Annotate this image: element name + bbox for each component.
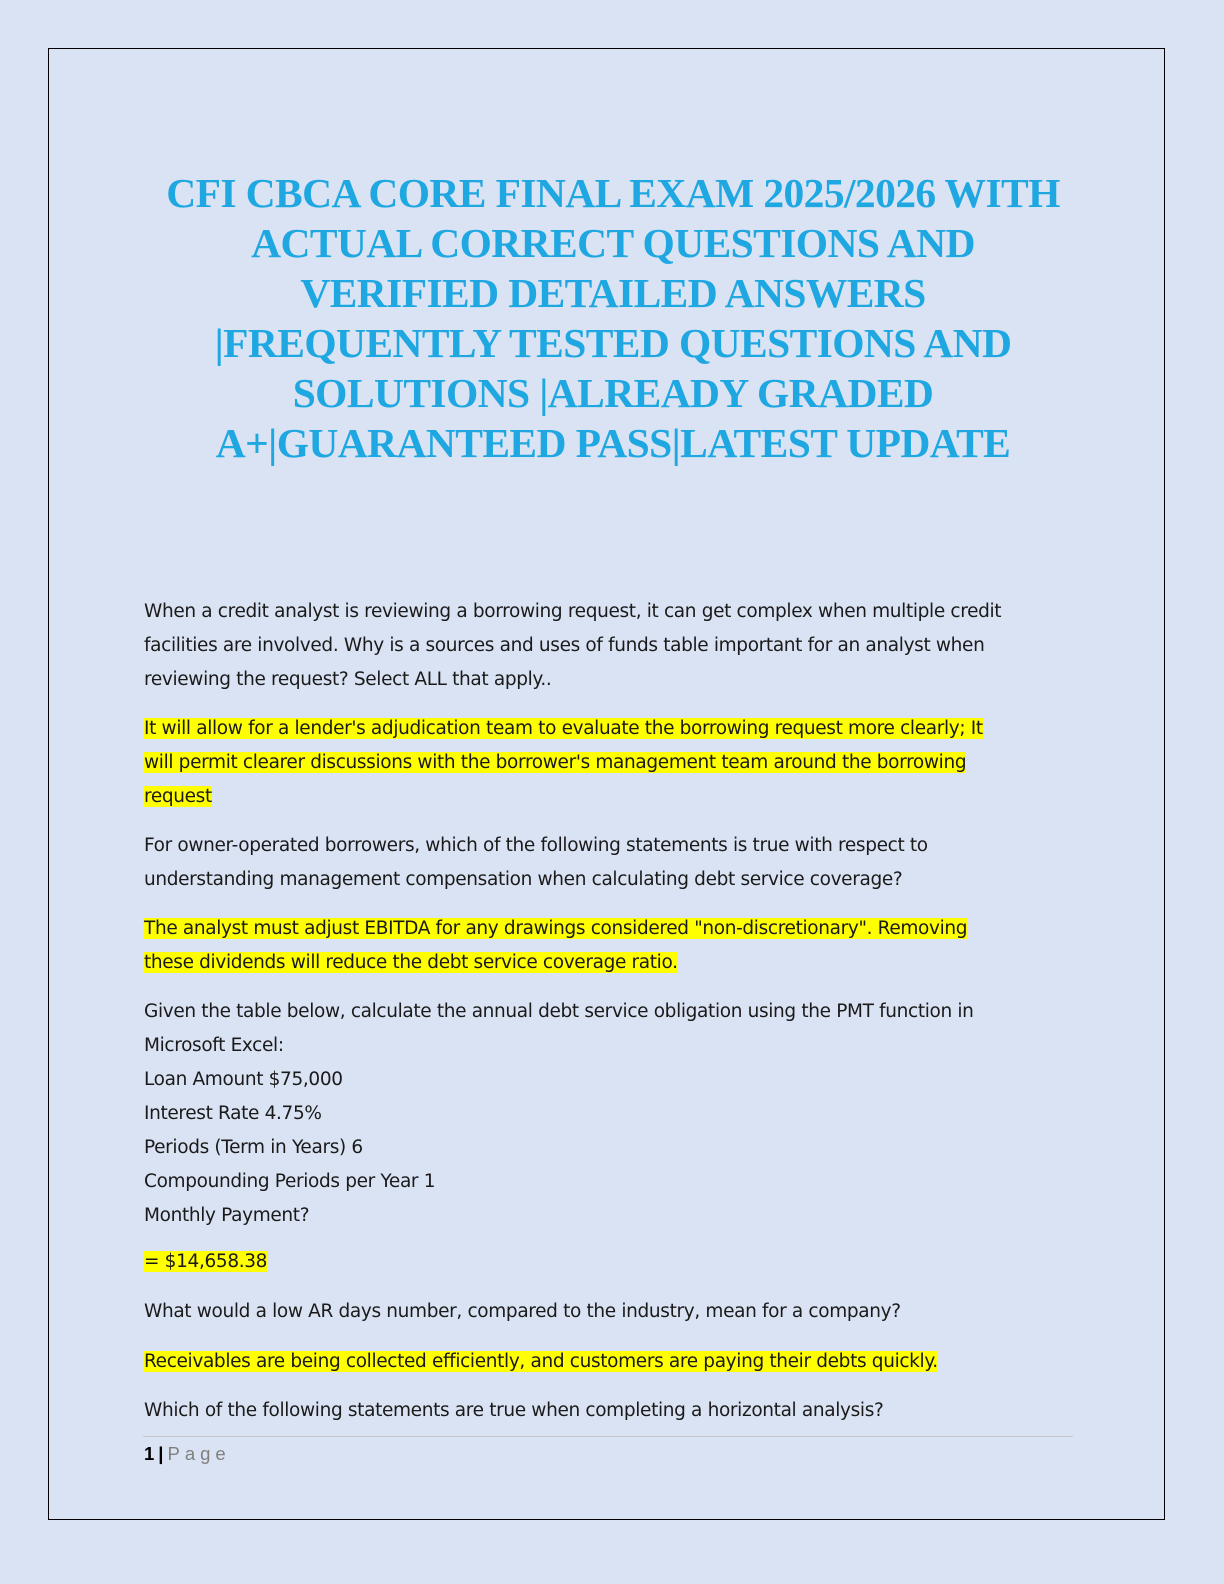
answer-3: [144, 1245, 1074, 1279]
question-1: [144, 595, 1074, 697]
question-line: understanding management compensation when calculating debt service coverage?: [144, 869, 903, 890]
answer-highlight: Receivables are being collected efficiently, and customers are paying their debts quickly.: [144, 1351, 938, 1372]
page-footer: [144, 1440, 231, 1468]
question-line: facilities are involved. Why is a sources and uses of funds table important for an analyst when: [144, 635, 985, 656]
footer-divider: [143, 1436, 1073, 1437]
title-line: SOLUTIONS |ALREADY GRADED: [292, 370, 934, 416]
question-2: [144, 829, 1074, 897]
answer-highlight: It will allow for a lender's adjudication team to evaluate the borrowing request more clearly; It: [144, 718, 983, 739]
answer-highlight: = $14,658.38: [144, 1251, 268, 1272]
question-line: Interest Rate 4.75%: [144, 1103, 322, 1124]
question-3: [144, 995, 1074, 1233]
question-line: What would a low AR days number, compared to the industry, mean for a company?: [144, 1301, 901, 1322]
question-4: [144, 1295, 1074, 1329]
footer-separator: |: [158, 1443, 164, 1464]
question-5: [144, 1394, 1074, 1428]
title-line: VERIFIED DETAILED ANSWERS: [300, 270, 926, 316]
question-line: Periods (Term in Years) 6: [144, 1137, 363, 1158]
title-line: CFI CBCA CORE FINAL EXAM 2025/2026 WITH: [166, 170, 1060, 216]
title-line: |FREQUENTLY TESTED QUESTIONS AND: [214, 320, 1012, 366]
document-title: [120, 168, 1106, 468]
title-line: ACTUAL CORRECT QUESTIONS AND: [251, 220, 975, 266]
answer-highlight: will permit clearer discussions with the borrower's management team around the borrowing: [144, 752, 967, 773]
question-line: Compounding Periods per Year 1: [144, 1171, 436, 1192]
question-line: Which of the following statements are true when completing a horizontal analysis?: [144, 1400, 884, 1421]
question-line: Monthly Payment?: [144, 1205, 310, 1226]
answer-highlight: request: [144, 786, 212, 807]
question-line: When a credit analyst is reviewing a borrowing request, it can get complex when multiple credit: [144, 601, 1002, 622]
title-line: A+|GUARANTEED PASS|LATEST UPDATE: [215, 420, 1011, 466]
answer-2: [144, 912, 1074, 980]
question-line: Loan Amount $75,000: [144, 1069, 343, 1090]
question-line: Given the table below, calculate the annual debt service obligation using the PMT function in: [144, 1001, 974, 1022]
question-line: For owner-operated borrowers, which of the following statements is true with respect to: [144, 835, 928, 856]
answer-1: [144, 712, 1074, 814]
question-line: Microsoft Excel:: [144, 1035, 284, 1056]
page-number: 1: [144, 1443, 155, 1464]
question-line: reviewing the request? Select ALL that apply..: [144, 669, 552, 690]
answer-highlight: The analyst must adjust EBITDA for any drawings considered "non-discretionary". Removing: [144, 918, 968, 939]
answer-4: [144, 1345, 1074, 1379]
page-label: Page: [167, 1443, 231, 1464]
answer-highlight: these dividends will reduce the debt service coverage ratio.: [144, 952, 678, 973]
